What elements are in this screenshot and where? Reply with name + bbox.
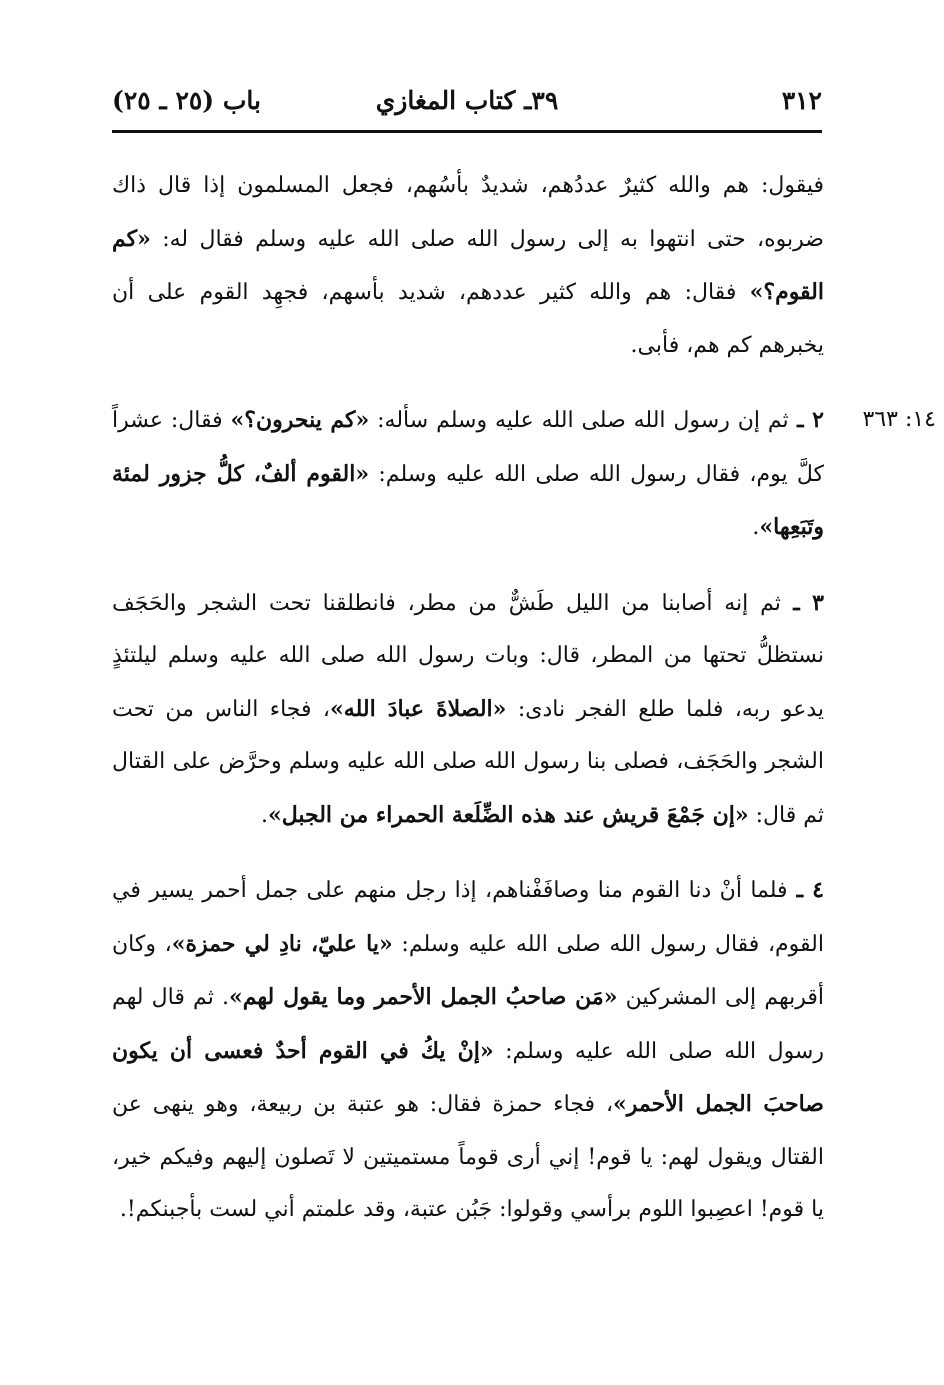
page-number: ٣١٢ <box>781 86 822 115</box>
quoted-speech: «الصلاةَ عبادَ الله» <box>330 695 507 722</box>
quoted-speech: «يا عليّ، نادِ لي حمزة» <box>171 930 393 957</box>
text-segment: ، فجاء حمزة فقال: هو عتبة بن ربيعة، وهو ينهى عن القتال ويقول لهم: يا قوم! إني أرى قوماً مستميتين لا تَصلون إليهم وفيكم خير، يا قوم! اعصِبوا اللوم برأسي وقولوا: جَبُن عتبة، وقد علمتم أني لست بأجبنكم!. <box>112 1092 824 1222</box>
text-segment: ، فجاء الناس من تحت الشجر والحَجَف، فصلى بنا رسول الله صلى الله عليه وسلم وحرَّض على القتال ثم قال: <box>112 696 824 828</box>
quoted-speech: «إن جَمْعَ قريش عند هذه الضِّلَعة الحمراء من الجبل» <box>267 801 749 828</box>
paragraph-2 <box>112 394 936 555</box>
text-segment: فقال: هم والله كثير عددهم، شديد بأسهم، فجهِد القوم على أن يخبرهم كم هم، فأبى. <box>112 280 824 358</box>
chapter-label: باب (٢٥ ـ ٢٥) <box>112 86 261 115</box>
text-segment: فقال: عشراً كلَّ يوم، فقال رسول الله صلى الله عليه وسلم: <box>112 408 824 487</box>
quoted-speech: «مَن صاحبُ الجمل الأحمر وما يقول لهم» <box>229 984 618 1010</box>
cross-reference: ١٤: ٣٦٣ <box>862 407 936 432</box>
paragraph-1 <box>112 160 824 372</box>
text-segment: . ثم قال لهم رسول الله صلى الله عليه وسلم: <box>112 985 824 1064</box>
paragraph-3 <box>112 577 824 843</box>
paragraph-4 <box>112 864 824 1237</box>
paragraph-number: ٣ ـ <box>780 589 824 616</box>
quoted-speech: «كم ينحرون؟» <box>230 407 370 433</box>
text-segment: ثم إنه أصابنا من الليل طَشٌّ من مطر، فانطلقنا تحت الشجر والحَجَف نستظلُّ تحتها من المطر، قال: وبات رسول الله صلى الله عليه وسلم ليلتئذٍ يدعو ربه، فلما طلع الفجر نادى: <box>112 590 825 722</box>
book-title: ٣٩ـ كتاب المغازي <box>375 86 559 115</box>
quoted-speech: «القوم ألفٌ، كلُّ جزور لمئة وتَبَعِها» <box>112 460 824 540</box>
quoted-speech: «إنْ يكُ في القوم أحدٌ فعسى أن يكون صاحبَ الجمل الأحمر» <box>112 1037 824 1117</box>
text-segment: ، وكان أقربهم إلى المشركين <box>112 931 824 1010</box>
running-header <box>112 82 822 126</box>
text-segment: فيقول: هم والله كثيرٌ عددُهم، شديدٌ بأسُهم، فجعل المسلمون إذا قال ذاك ضربوه، حتى انتهوا به إلى رسول الله صلى الله عليه وسلم فقال له: <box>112 173 824 252</box>
text-segment: فلما أنْ دنا القوم منا وصافَفْناهم، إذا رجل منهم على جمل أحمر يسير في القوم، فقال رسول الله صلى الله عليه وسلم: <box>112 878 824 957</box>
text-segment: . <box>260 802 268 828</box>
text-segment: . <box>752 515 760 540</box>
header-divider <box>112 130 822 133</box>
paragraph-number: ٢ ـ <box>788 407 824 433</box>
text-body <box>112 160 936 1259</box>
text-segment: ثم إن رسول الله صلى الله عليه وسلم سأله: <box>369 408 789 433</box>
paragraph-number: ٤ ـ <box>787 877 824 903</box>
quoted-speech: «كم القوم؟» <box>112 225 824 305</box>
